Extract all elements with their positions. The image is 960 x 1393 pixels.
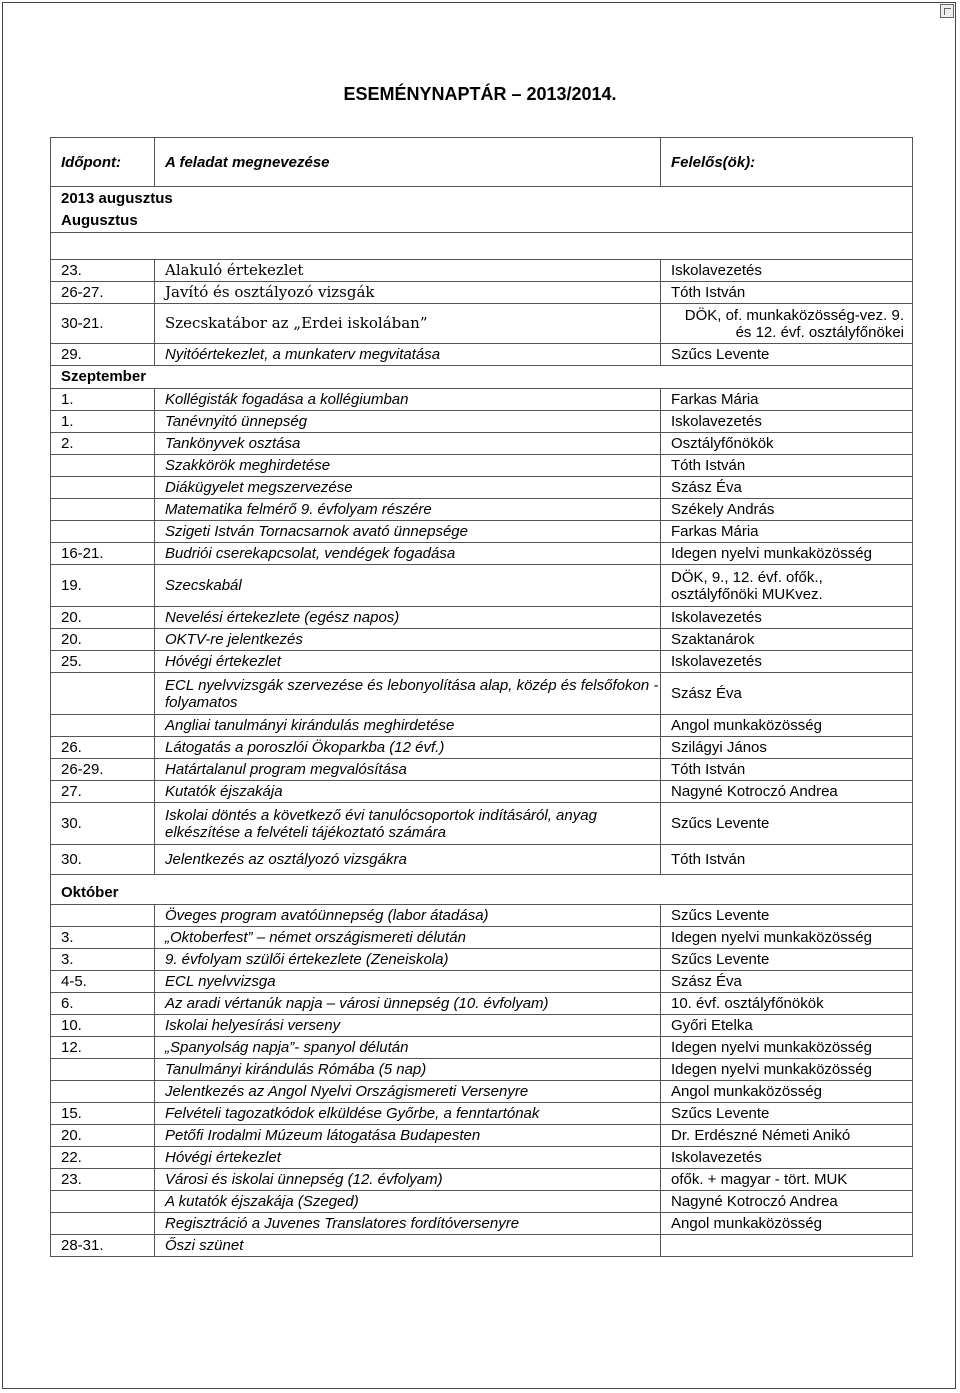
event-responsible: Tóth István [661,455,913,477]
event-task: Tankönyvek osztása [155,433,661,455]
event-row [51,607,913,629]
event-task: Budriói cserekapcsolat, vendégek fogadása [155,543,661,565]
event-date: 29. [51,344,155,366]
page-title: ESEMÉNYNAPTÁR – 2013/2014. [343,84,617,104]
event-responsible: Nagyné Kotroczó Andrea [661,781,913,803]
header-date: Időpont: [51,138,155,187]
section-row [51,187,913,233]
event-responsible: Szűcs Levente [661,949,913,971]
event-row [51,1191,913,1213]
event-date: 20. [51,1125,155,1147]
event-responsible [661,1235,913,1257]
event-date: 30. [51,803,155,845]
event-task: Tanulmányi kirándulás Rómába (5 nap) [155,1059,661,1081]
event-row [51,455,913,477]
event-date: 22. [51,1147,155,1169]
header-task: A feladat megnevezése [155,138,661,187]
event-date: 15. [51,1103,155,1125]
event-row [51,949,913,971]
event-responsible: Tóth István [661,759,913,781]
event-date: 6. [51,993,155,1015]
event-task: Szecskabál [155,565,661,607]
event-date: 12. [51,1037,155,1059]
event-date: 26-27. [51,282,155,304]
event-date: 20. [51,607,155,629]
event-row [51,993,913,1015]
event-responsible: Szűcs Levente [661,1103,913,1125]
event-task: ECL nyelvvizsga [155,971,661,993]
event-responsible: Tóth István [661,845,913,875]
event-row [51,971,913,993]
event-responsible: Osztályfőnökök [661,433,913,455]
event-responsible: Idegen nyelvi munkaközösség [661,927,913,949]
event-date [51,521,155,543]
event-task: Jelentkezés az osztályozó vizsgákra [155,845,661,875]
event-responsible: Angol munkaközösség [661,715,913,737]
event-responsible: Angol munkaközösség [661,1213,913,1235]
event-row [51,715,913,737]
event-date: 26-29. [51,759,155,781]
event-date: 1. [51,389,155,411]
section-label: Augusztus [61,212,138,229]
event-row [51,1147,913,1169]
event-task: Határtalanul program megvalósítása [155,759,661,781]
event-task: „Oktoberfest” – német országismereti délután [155,927,661,949]
event-task: Hóvégi értekezlet [155,1147,661,1169]
event-row [51,260,913,282]
event-row [51,629,913,651]
event-row [51,543,913,565]
event-responsible: Farkas Mária [661,521,913,543]
section-label: Október [61,884,119,901]
event-task: Szakkörök meghirdetése [155,455,661,477]
event-task: Hóvégi értekezlet [155,651,661,673]
event-date [51,477,155,499]
event-date: 2. [51,433,155,455]
event-date [51,1213,155,1235]
event-responsible: Székely András [661,499,913,521]
event-responsible: Szász Éva [661,477,913,499]
event-task: Nevelési értekezlete (egész napos) [155,607,661,629]
event-task: Iskolai döntés a következő évi tanulócsoportok indításáról, anyag elkészítése a felvételi tájékoztató számára [155,803,661,845]
event-row [51,344,913,366]
event-task: Városi és iskolai ünnepség (12. évfolyam) [155,1169,661,1191]
event-date: 27. [51,781,155,803]
event-date: 4-5. [51,971,155,993]
section-row [51,366,913,389]
section-heading [51,187,913,233]
event-row [51,803,913,845]
event-task: Öveges program avatóünnepség (labor átadása) [155,905,661,927]
event-responsible: Szűcs Levente [661,905,913,927]
event-date: 3. [51,927,155,949]
event-responsible: Idegen nyelvi munkaközösség [661,1059,913,1081]
event-task: Regisztráció a Juvenes Translatores fordítóversenyre [155,1213,661,1235]
event-date: 30. [51,845,155,875]
event-responsible: Idegen nyelvi munkaközösség [661,1037,913,1059]
event-date [51,673,155,715]
event-task: Felvételi tagozatkódok elküldése Győrbe, a fenntartónak [155,1103,661,1125]
event-responsible: Szűcs Levente [661,344,913,366]
event-task: OKTV-re jelentkezés [155,629,661,651]
event-row [51,1125,913,1147]
event-responsible: Szűcs Levente [661,803,913,845]
event-task: Kutatók éjszakája [155,781,661,803]
event-task: Látogatás a poroszlói Ökoparkba (12 évf.) [155,737,661,759]
event-responsible: Iskolavezetés [661,607,913,629]
event-row [51,304,913,344]
event-row [51,781,913,803]
event-row [51,477,913,499]
event-responsible: Szász Éva [661,673,913,715]
event-row [51,737,913,759]
event-date [51,1191,155,1213]
event-task: Alakuló értekezlet [155,260,661,282]
event-responsible: Iskolavezetés [661,651,913,673]
event-row [51,651,913,673]
event-responsible: Szász Éva [661,971,913,993]
event-responsible: Szilágyi János [661,737,913,759]
event-row [51,499,913,521]
event-date: 19. [51,565,155,607]
event-row [51,282,913,304]
event-row [51,565,913,607]
event-row [51,1059,913,1081]
expand-icon[interactable] [940,4,954,18]
event-task: Tanévnyitó ünnepség [155,411,661,433]
event-date [51,499,155,521]
section-heading [51,875,913,905]
event-task: ECL nyelvvizsgák szervezése és lebonyolítása alap, közép és felsőfokon - folyamatos [155,673,661,715]
event-row [51,845,913,875]
event-task: Szecskatábor az „Erdei iskolában” [155,304,661,344]
event-responsible: Szaktanárok [661,629,913,651]
section-label: 2013 augusztus [61,190,173,207]
event-date [51,715,155,737]
section-row [51,875,913,905]
event-date: 1. [51,411,155,433]
event-date: 26. [51,737,155,759]
event-date: 23. [51,260,155,282]
event-date: 10. [51,1015,155,1037]
event-row [51,1213,913,1235]
event-row [51,1169,913,1191]
event-task: Az aradi vértanúk napja – városi ünnepség (10. évfolyam) [155,993,661,1015]
event-responsible: Idegen nyelvi munkaközösség [661,543,913,565]
blank-cell [51,233,913,260]
event-task: Jelentkezés az Angol Nyelvi Országismereti Versenyre [155,1081,661,1103]
event-responsible: Tóth István [661,282,913,304]
event-responsible: 10. évf. osztályfőnökök [661,993,913,1015]
event-task: Kollégisták fogadása a kollégiumban [155,389,661,411]
event-date: 20. [51,629,155,651]
event-date [51,1081,155,1103]
event-date [51,905,155,927]
event-row [51,927,913,949]
event-task: Nyitóértekezlet, a munkaterv megvitatása [155,344,661,366]
event-row [51,1081,913,1103]
event-responsible: DÖK, 9., 12. évf. ofők., osztályfőnöki MUKvez. [661,565,913,607]
event-date: 28-31. [51,1235,155,1257]
event-date: 30-21. [51,304,155,344]
event-task: 9. évfolyam szülői értekezlete (Zeneiskola) [155,949,661,971]
event-responsible: Iskolavezetés [661,411,913,433]
event-date: 25. [51,651,155,673]
event-row [51,905,913,927]
event-date [51,455,155,477]
event-task: Javító és osztályozó vizsgák [155,282,661,304]
event-responsible: Iskolavezetés [661,260,913,282]
event-row [51,1235,913,1257]
event-responsible: Angol munkaközösség [661,1081,913,1103]
event-task: Iskolai helyesírási verseny [155,1015,661,1037]
event-responsible: Dr. Erdészné Németi Anikó [661,1125,913,1147]
event-date: 23. [51,1169,155,1191]
event-row [51,521,913,543]
event-date: 16-21. [51,543,155,565]
event-task: Matematika felmérő 9. évfolyam részére [155,499,661,521]
section-heading [51,366,913,389]
event-task: Diákügyelet megszervezése [155,477,661,499]
event-row [51,411,913,433]
event-task: Őszi szünet [155,1235,661,1257]
event-task: A kutatók éjszakája (Szeged) [155,1191,661,1213]
event-row [51,389,913,411]
event-task: Petőfi Irodalmi Múzeum látogatása Budapesten [155,1125,661,1147]
event-responsible: ofők. + magyar - tört. MUK [661,1169,913,1191]
event-row [51,1037,913,1059]
event-responsible: Nagyné Kotroczó Andrea [661,1191,913,1213]
section-label: Szeptember [61,368,147,385]
header-row [51,138,913,187]
event-table [50,137,913,1257]
event-task: „Spanyolság napja”- spanyol délután [155,1037,661,1059]
event-responsible: Iskolavezetés [661,1147,913,1169]
event-row [51,673,913,715]
event-responsible: DÖK, of. munkaközösség-vez. 9. és 12. évf. osztályfőnökei [661,304,913,344]
event-responsible: Farkas Mária [661,389,913,411]
event-row [51,1103,913,1125]
event-date [51,1059,155,1081]
event-row [51,1015,913,1037]
event-task: Szigeti István Tornacsarnok avató ünnepsége [155,521,661,543]
event-responsible: Győri Etelka [661,1015,913,1037]
event-row [51,433,913,455]
header-responsible: Felelős(ök): [661,138,913,187]
blank-row [51,233,913,260]
event-row [51,759,913,781]
event-task: Angliai tanulmányi kirándulás meghirdetése [155,715,661,737]
event-date: 3. [51,949,155,971]
